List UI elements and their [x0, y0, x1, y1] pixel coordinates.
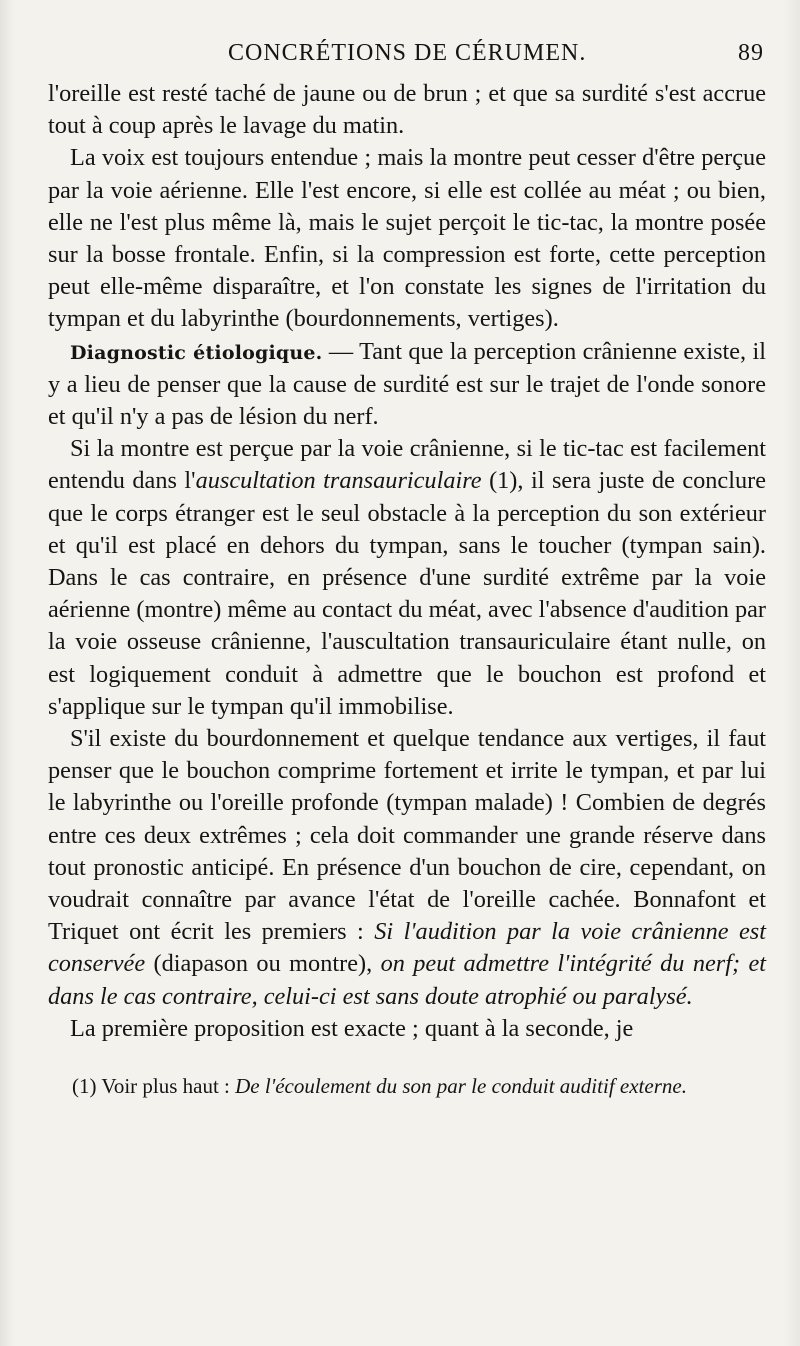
paragraph-5-text-a: S'il existe du bourdonnement et quelque tendance aux vertiges, il faut penser que le bouchon comprime fortement et irrite le tympan, et par lui le labyrinthe ou l'oreille profonde (tympan malade) ! Combien de degrés entre ces deux extrêmes ; cela doit commander une grande réserve dans tout pronostic anticipé. En présence d'un bouchon de cire, cependant, on voudrait connaître par avance l'état de l'oreille cachée. Bonnafont et Triquet ont écrit les premiers :: [48, 725, 766, 946]
paragraph-3: [48, 336, 766, 434]
body-text: [48, 78, 766, 1045]
footnote-prefix: (1) Voir plus haut :: [72, 1074, 236, 1099]
paragraph-5: [48, 723, 766, 1013]
paragraph-5-italic-1: Si l'audition par la voie crânienne est conservée: [48, 918, 767, 978]
footnote-italic: De l'écoulement du son par le conduit auditif externe.: [235, 1074, 687, 1099]
paragraph-6: La première proposition est exacte ; quant à la seconde, je: [70, 1014, 634, 1042]
paragraph-1: l'oreille est resté taché de jaune ou de brun ; et que sa surdité s'est accrue tout à coup après le lavage du matin.: [48, 80, 766, 140]
paragraph-4: [48, 433, 766, 723]
footnote-separator: [48, 1045, 770, 1063]
section-heading: Diagnostic étiologique.: [70, 341, 323, 364]
paragraph-4-text-a: Si la montre est perçue par la voie crânienne, si le tic-tac est facilement entendu dans l': [48, 435, 766, 495]
paragraph-5-italic-2: on peut admettre l'intégrité du nerf; et dans le cas contraire, celui-ci est sans doute atrophié ou paralysé.: [48, 950, 766, 1010]
running-title: CONCRÉTIONS DE CÉRUMEN.: [228, 40, 587, 66]
paragraph-2: La voix est toujours entendue ; mais la montre peut cesser d'être perçue par la voie aérienne. Elle l'est encore, si elle est collée au méat ; ou bien, elle ne l'est plus même là, mais le sujet perçoit le tic-tac, la montre posée sur la bosse frontale. Enfin, si la compression est forte, cette perception peut elle-même disparaître, et l'on constate les signes de l'irritation du tympan et du labyrinthe (bourdonnements, vertiges).: [48, 144, 766, 333]
paragraph-4-italic: auscultation transauriculaire: [195, 467, 482, 495]
running-header: [228, 40, 770, 70]
paragraph-5-text-b: (diapason ou montre),: [145, 950, 381, 978]
paragraph-3-text: — Tant que la perception crânienne existe, il y a lieu de penser que la cause de surdité est sur le trajet de l'onde sonore et qu'il n'y a pas de lésion du nerf.: [48, 337, 767, 431]
paragraph-4-text-b: (1), il sera juste de conclure que le corps étranger est le seul obstacle à la perception du son extérieur et qu'il est placé en dehors du tympan, sans le toucher (tympan sain). Dans le cas contraire, en présence d'une surdité extrême par la voie aérienne (montre) même au contact du méat, avec l'absence d'audition par la voie osseuse crânienne, l'auscultation transauriculaire étant nulle, on est logiquement conduit à admettre que le bouchon est profond et s'applique sur le tympan qu'il immobilise.: [48, 467, 766, 720]
footnote: [50, 1071, 762, 1101]
page-number: 89: [738, 40, 764, 66]
